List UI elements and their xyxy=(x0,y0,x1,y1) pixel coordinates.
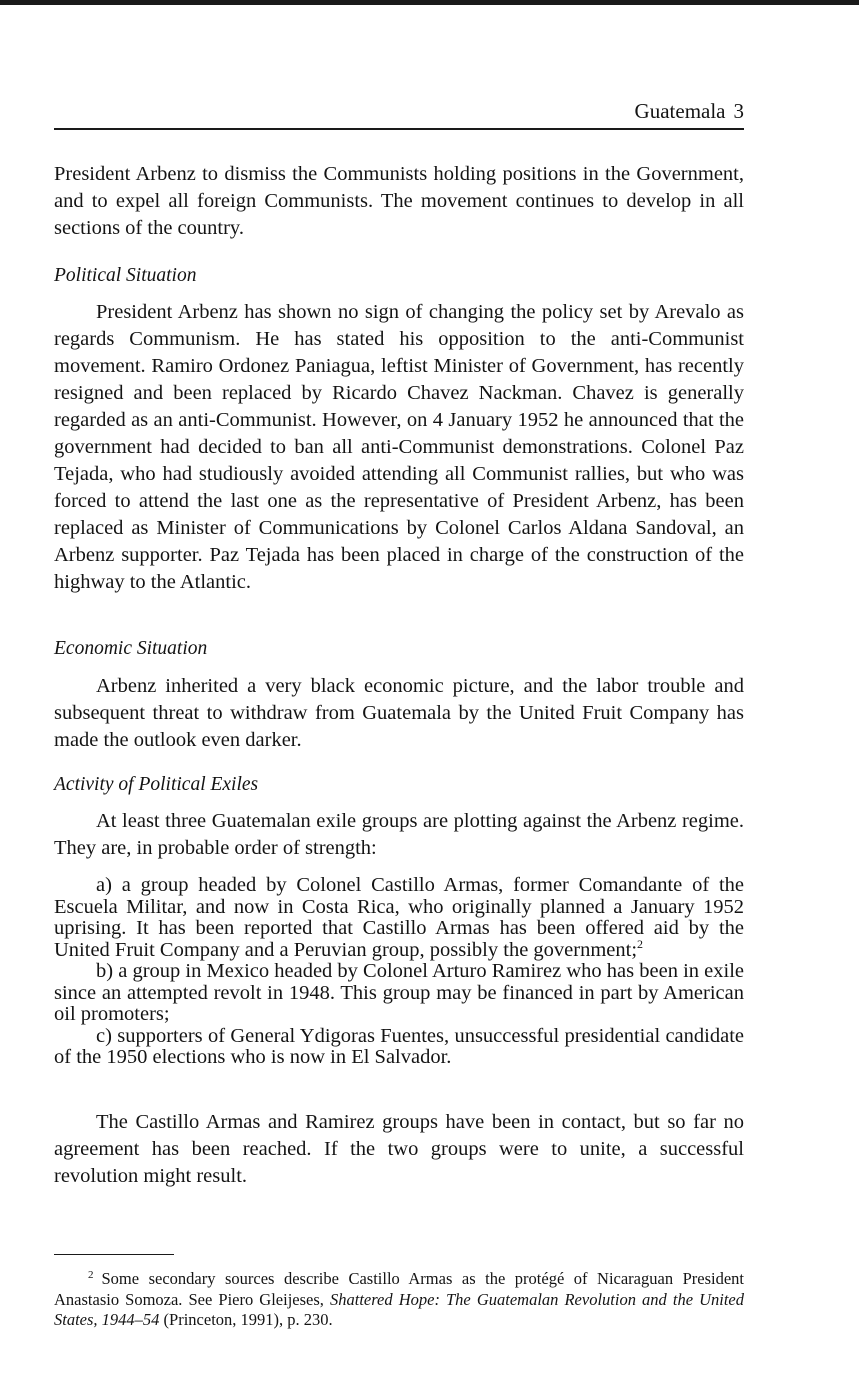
footnote xyxy=(54,1269,744,1331)
running-head-text xyxy=(635,98,744,124)
paragraph-exiles-intro: At least three Guatemalan exile groups are plotting against the Arbenz regime. They are, in probable order of strength: xyxy=(54,810,744,859)
footnote-book-title: Shattered Hope: The Guatemalan Revolution and the United States, 1944–54 xyxy=(54,1289,744,1329)
list-item-a-text: a) a group headed by Colonel Castillo Armas, former Comandante of the Escuela Militar, and now in Costa Rica, who originally planned a January 1952 uprising. It has been reported that Castillo Armas has been offered aid by the United Fruit Company and a Peruvian group, possibly the government; xyxy=(54,874,744,961)
heading-political-situation: Political Situation xyxy=(54,265,197,286)
running-title: Guatemala xyxy=(634,99,726,123)
footnote-text-before: Some secondary sources describe Castillo Armas as the protégé of Nicaraguan President Anastasio Somoza. See Piero Gleijeses, xyxy=(54,1269,744,1309)
page-number: 3 xyxy=(733,99,744,123)
exile-groups-list xyxy=(54,875,744,1069)
running-header xyxy=(54,96,744,130)
paragraph-economic-situation: Arbenz inherited a very black economic picture, and the labor trouble and subsequent threat to withdraw from Guatemala by the United Fruit Company has made the outlook even darker. xyxy=(54,675,744,751)
footnote-divider xyxy=(54,1254,174,1255)
list-item-a xyxy=(54,875,744,961)
footnote-text-after: (Princeton, 1991), p. 230. xyxy=(163,1310,333,1329)
footnote-number: 2 xyxy=(88,1268,94,1281)
heading-political-exiles: Activity of Political Exiles xyxy=(54,774,259,795)
footnote-reference[interactable]: 2 xyxy=(637,936,644,951)
opening-paragraph: President Arbenz to dismiss the Communists holding positions in the Government, and to expel all foreign Communists. The movement continues to develop in all sections of the country. xyxy=(54,163,744,239)
page-top-edge xyxy=(0,0,859,5)
paragraph-exiles-closing: The Castillo Armas and Ramirez groups have been in contact, but so far no agreement has been reached. If the two groups were to unite, a successful revolution might result. xyxy=(54,1111,744,1187)
heading-economic-situation: Economic Situation xyxy=(54,638,208,659)
paragraph-political-situation: President Arbenz has shown no sign of changing the policy set by Arevalo as regards Communism. He has stated his opposition to the anti-Communist movement. Ramiro Ordonez Paniagua, leftist Minister of Government, has recently resigned and been replaced by Ricardo Chavez Nackman. Chavez is generally regarded as an anti-Communist. However, on 4 January 1952 he announced that the government had decided to ban all anti-Communist demonstrations. Colonel Paz Tejada, who had studiously avoided attending all Communist rallies, but who was forced to attend the last one as the representative of President Arbenz, has been replaced as Minister of Communications by Colonel Carlos Aldana Sandoval, an Arbenz supporter. Paz Tejada has been placed in charge of the construction of the highway to the Atlantic. xyxy=(54,301,744,593)
list-item-b: b) a group in Mexico headed by Colonel Arturo Ramirez who has been in exile since an attempted revolt in 1948. This group may be financed in part by American oil promoters; xyxy=(54,960,744,1025)
list-item-c: c) supporters of General Ydigoras Fuentes, unsuccessful presidential candidate of the 1950 elections who is now in El Salvador. xyxy=(54,1024,744,1068)
